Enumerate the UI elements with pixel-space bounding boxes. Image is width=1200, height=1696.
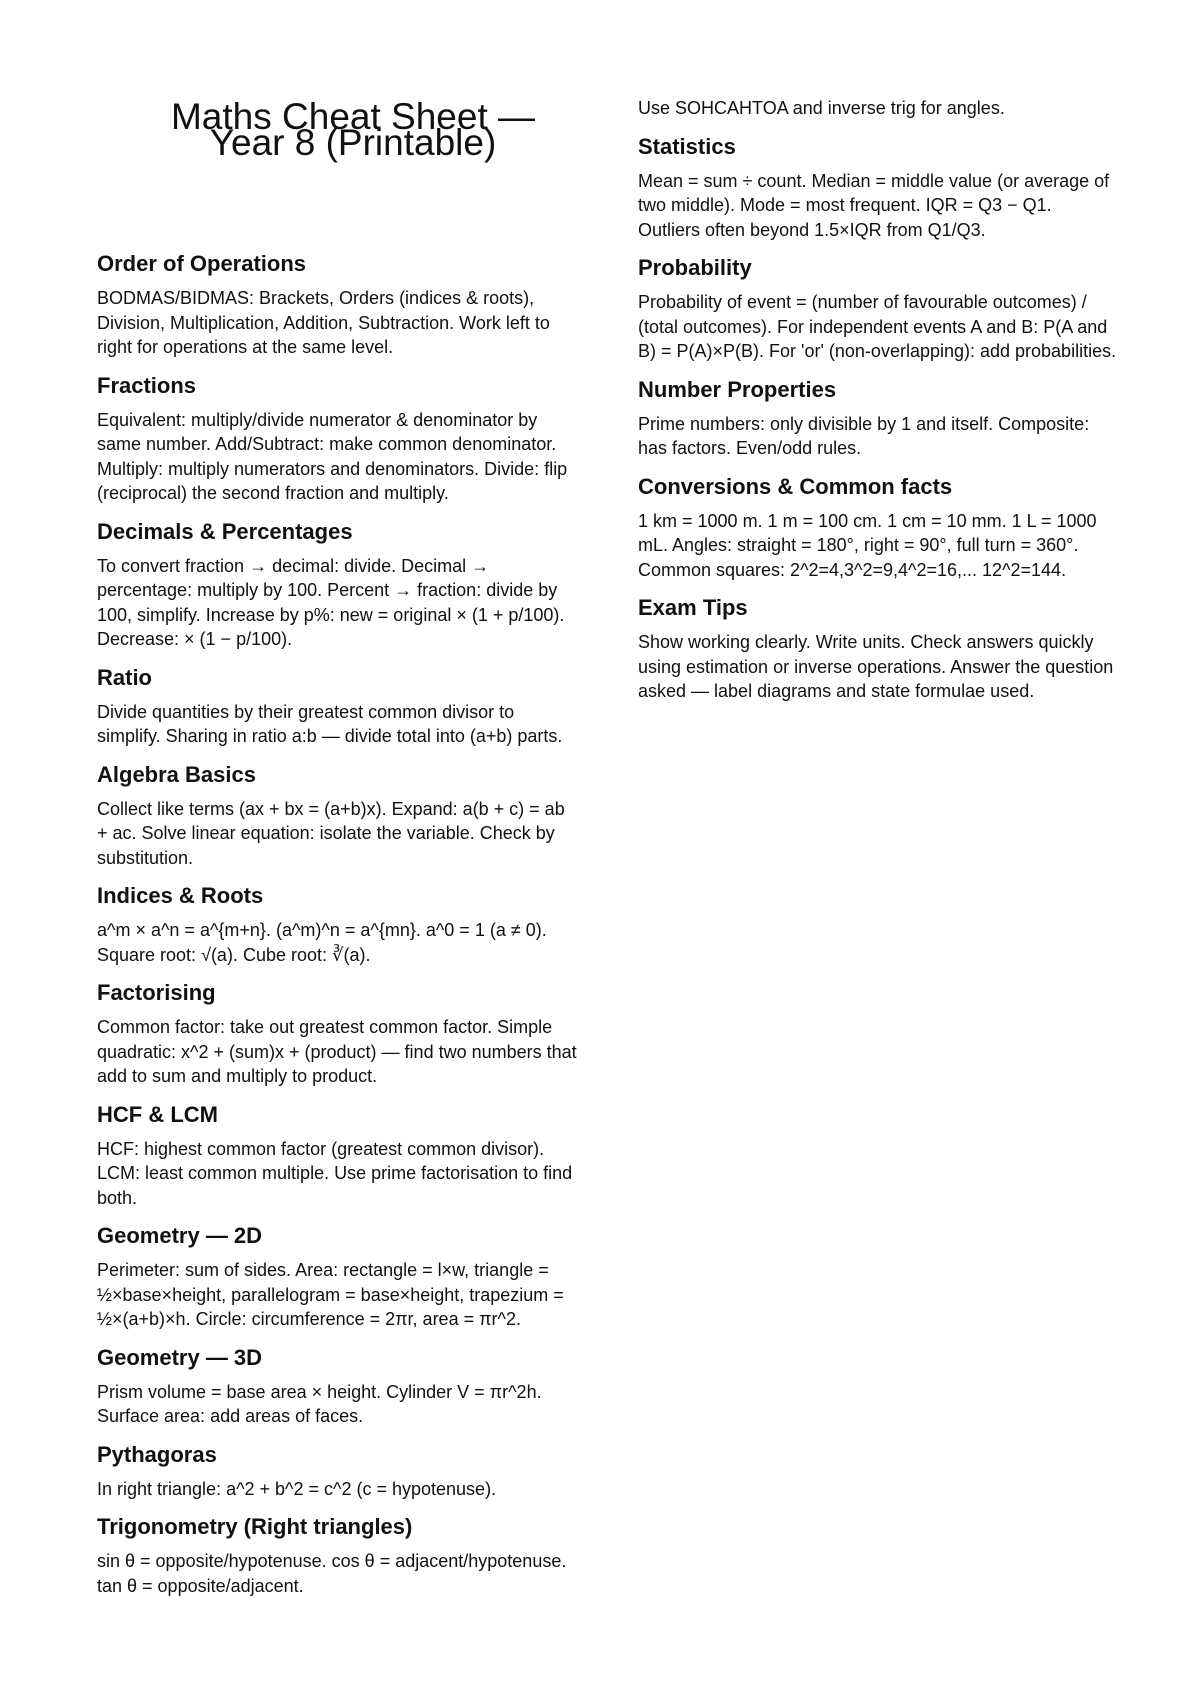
section-geometry-2d (97, 1222, 579, 1332)
section-statistics (638, 133, 1118, 243)
section-heading: Probability (638, 255, 752, 280)
section-body: Show working clearly. Write units. Check answers quickly using estimation or inverse operations. Answer the question asked — label diagrams and state formulae used. (638, 632, 1114, 701)
section-exam-tips (638, 594, 1118, 704)
section-heading: Geometry — 3D (97, 1344, 263, 1370)
section-body: BODMAS/BIDMAS: Brackets, Orders (indices & roots), Division, Multiplication, Addition, Subtraction. Work left to right for operations at the same level. (97, 288, 550, 357)
section-geometry-3d (97, 1344, 579, 1429)
section-trigonometry (97, 1513, 579, 1598)
section-probability (638, 254, 1118, 364)
section-conversions (638, 473, 1118, 583)
page-title: Maths Cheat Sheet — Year 8 (Printable) (170, 96, 536, 163)
section-heading: Number Properties (638, 376, 837, 402)
section-body: HCF: highest common factor (greatest common divisor). LCM: least common multiple. Use prime factorisation to find both. (97, 1138, 573, 1208)
section-heading: HCF & LCM (97, 1101, 218, 1127)
section-heading: Geometry — 2D (97, 1223, 263, 1248)
section-heading: Ratio (97, 664, 152, 690)
section-heading: Indices & Roots (97, 883, 264, 908)
section-pythagoras (97, 1441, 579, 1502)
section-heading: Algebra Basics (97, 761, 256, 787)
section-decimals-percentages (97, 518, 579, 652)
section-body: Prime numbers: only divisible by 1 and itself. Composite: has factors. Even/odd rules. (638, 413, 1090, 458)
section-hcf-lcm (97, 1101, 579, 1211)
section-heading: Order of Operations (97, 251, 307, 276)
section-body: Probability of event = (number of favourable outcomes) / (total outcomes). For independent events A and B: P(A and B) = P(A)×P(B). For 'or' (non-overlapping): add probabilities. (638, 292, 1117, 361)
section-heading: Statistics (638, 133, 736, 159)
section-indices-roots (97, 882, 579, 967)
section-heading: Decimals & Percentages (97, 518, 353, 544)
section-number-properties (638, 376, 1118, 461)
section-heading: Exam Tips (638, 595, 748, 620)
section-body: 1 km = 1000 m. 1 m = 100 cm. 1 cm = 10 mm. 1 L = 1000 mL. Angles: straight = 180°, right = 90°, full turn = 360°. Common squares: 2^2=4,3^2=9,4^2=16,... 12^2=144. (638, 510, 1097, 580)
section-heading: Pythagoras (97, 1441, 217, 1467)
section-factorising (97, 979, 579, 1089)
trig-continuation-text: Use SOHCAHTOA and inverse trig for angles. (638, 98, 1005, 118)
section-ratio (97, 664, 579, 749)
section-body: sin θ = opposite/hypotenuse. cos θ = adjacent/hypotenuse. tan θ = opposite/adjacent. (97, 1551, 567, 1596)
section-body: a^m × a^n = a^{m+n}. (a^m)^n = a^{mn}. a^0 = 1 (a ≠ 0). Square root: √(a). Cube root: ∛(a). (97, 920, 547, 965)
section-body: Perimeter: sum of sides. Area: rectangle = l×w, triangle = ½×base×height, parallelogram = base×height, trapezium = ½×(a+b)×h. Circle: circumference = 2πr, area = πr^2. (97, 1260, 564, 1329)
section-body: Divide quantities by their greatest common divisor to simplify. Sharing in ratio a:b — divide total into (a+b) parts. (97, 701, 563, 746)
section-heading: Trigonometry (Right triangles) (97, 1514, 413, 1539)
right-column (638, 96, 1118, 716)
section-body: Mean = sum ÷ count. Median = middle value (or average of two middle). Mode = most frequent. IQR = Q3 − Q1. Outliers often beyond 1.5×IQR from Q1/Q3. (638, 170, 1110, 240)
section-algebra-basics (97, 761, 579, 871)
section-heading: Fractions (97, 372, 197, 398)
section-body: Prism volume = base area × height. Cylinder V = πr^2h. Surface area: add areas of faces. (97, 1381, 542, 1426)
section-body: Collect like terms (ax + bx = (a+b)x). Expand: a(b + c) = ab + ac. Solve linear equation: isolate the variable. Check by substitution. (97, 798, 565, 868)
section-fractions (97, 372, 579, 506)
section-heading: Factorising (97, 980, 216, 1005)
section-body: To convert fraction → decimal: divide. Decimal → percentage: multiply by 100. Percent → fraction: divide by 100, simplify. Increase by p%: new = original × (1 + p/100). Decrease: × (1 − p/100). (97, 555, 565, 649)
section-order-of-operations (97, 250, 579, 360)
section-body: Common factor: take out greatest common factor. Simple quadratic: x^2 + (sum)x + (product) — find two numbers that add to sum and multiply to product. (97, 1017, 577, 1086)
left-sections (97, 250, 579, 1610)
section-body: Equivalent: multiply/divide numerator & denominator by same number. Add/Subtract: make common denominator. Multiply: multiply numerators and denominators. Divide: flip (reciprocal) the second fraction and multiply. (97, 409, 568, 503)
section-heading: Conversions & Common facts (638, 473, 953, 499)
section-body: In right triangle: a^2 + b^2 = c^2 (c = hypotenuse). (97, 1478, 497, 1499)
